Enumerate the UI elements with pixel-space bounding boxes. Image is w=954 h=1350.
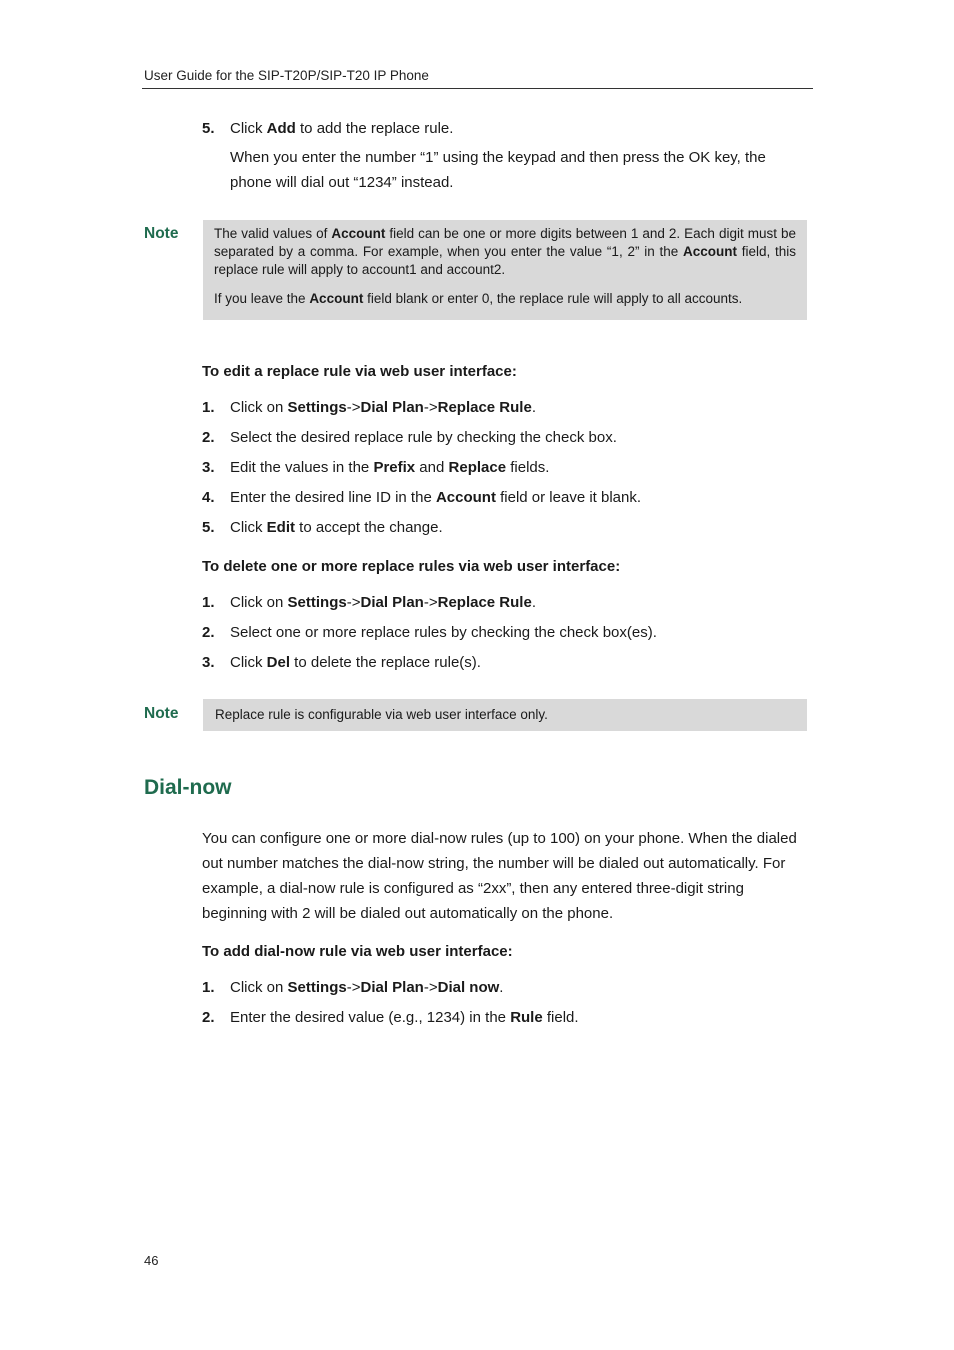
dial-now-intro: You can configure one or more dial-now rules (up to 100) on your phone. When the dialed out number matches the dial-now string, the number will be dialed out automatically. For example, a dial-now rule is configured as “2xx”, then any entered three-digit string beginning with 2 will be dialed out automatically on the phone. bbox=[202, 830, 797, 922]
edit-step-2: 2. Select the desired replace rule by checking the check box. bbox=[202, 429, 617, 446]
edit-step-1: 1. Click on Settings->Dial Plan->Replace Rule. bbox=[202, 399, 536, 416]
add-step-5-continuation: When you enter the number “1” using the keypad and then press the OK key, the phone will dial out “1234” instead. bbox=[230, 149, 766, 191]
procedure-title-edit: To edit a replace rule via web user interface: bbox=[202, 363, 517, 380]
note-paragraph: The valid values of Account field can be one or more digits between 1 and 2. Each digit must be separated by a comma. For example, when you enter the value “1, 2” in the Account field, this replace rule will apply to account1 and account2. bbox=[214, 226, 797, 277]
delete-step-1: 1. Click on Settings->Dial Plan->Replace Rule. bbox=[202, 594, 536, 611]
page-number: 46 bbox=[144, 1253, 159, 1268]
delete-step-3: 3. Click Del to delete the replace rule(s). bbox=[202, 654, 481, 671]
section-title: Dial-now bbox=[144, 776, 232, 799]
note-label: Note bbox=[144, 225, 179, 242]
header-rule bbox=[142, 88, 813, 89]
running-header: User Guide for the SIP-T20P/SIP-T20 IP Phone bbox=[144, 68, 429, 83]
step-number: 5. bbox=[202, 120, 215, 137]
edit-step-5: 5. Click Edit to accept the change. bbox=[202, 519, 443, 536]
note-box bbox=[203, 220, 807, 320]
note-box: Replace rule is configurable via web user interface only. bbox=[203, 699, 807, 731]
dial-now-step-2: 2. Enter the desired value (e.g., 1234) in the Rule field. bbox=[202, 1009, 579, 1026]
delete-step-2: 2. Select one or more replace rules by checking the check box(es). bbox=[202, 624, 657, 641]
dial-now-step-1: 1. Click on Settings->Dial Plan->Dial now. bbox=[202, 979, 504, 996]
procedure-title-delete: To delete one or more replace rules via web user interface: bbox=[202, 558, 621, 575]
edit-step-3: 3. Edit the values in the Prefix and Replace fields. bbox=[202, 459, 550, 476]
add-step-5: 5. Click Add to add the replace rule. bbox=[202, 120, 454, 137]
edit-step-4: 4. Enter the desired line ID in the Account field or leave it blank. bbox=[202, 489, 642, 506]
note-paragraph: If you leave the Account field blank or enter 0, the replace rule will apply to all accounts. bbox=[214, 291, 743, 306]
procedure-title-dial-now: To add dial-now rule via web user interface: bbox=[202, 943, 513, 960]
note-label: Note bbox=[144, 705, 179, 722]
